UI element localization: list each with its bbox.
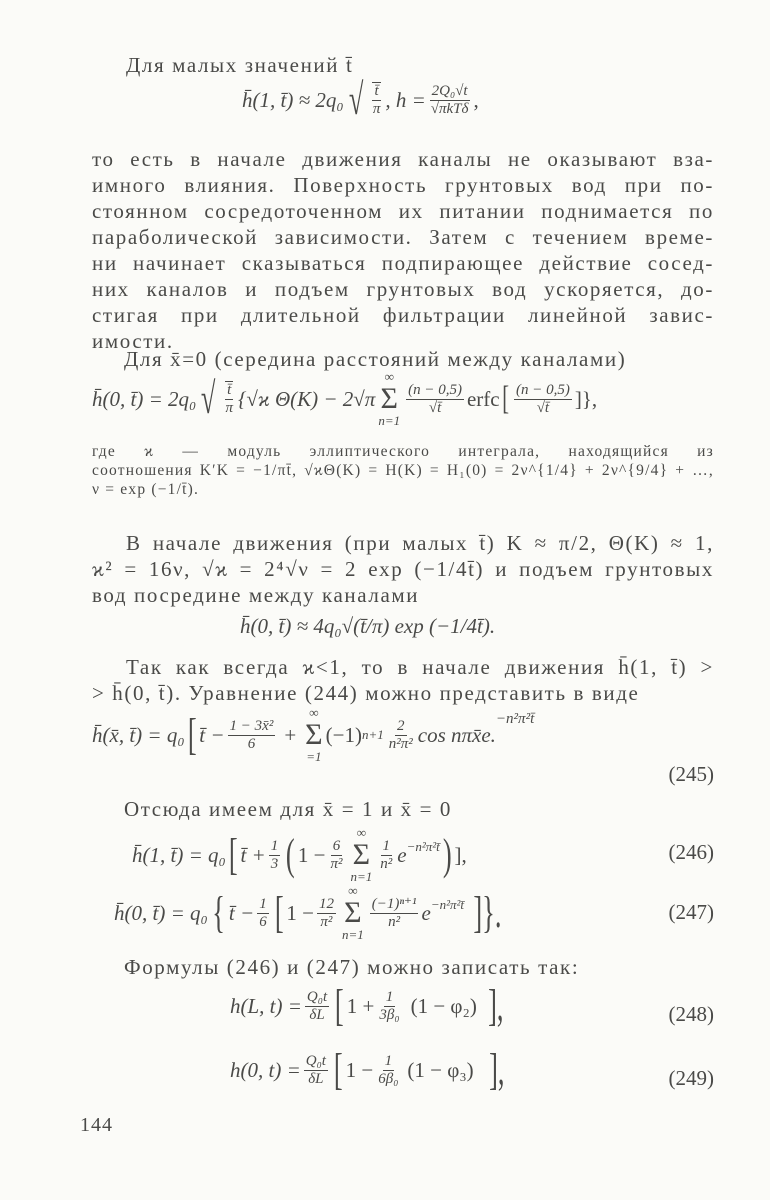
fraction	[387, 718, 415, 753]
sum-lower: n=1	[350, 869, 373, 884]
denominator: 6	[247, 735, 256, 752]
numerator: 1	[385, 988, 394, 1005]
text-line: ϰ² = 16ν, √ϰ = 2⁴√ν = 2 exp (−1/4t̄) и подъем грунтовых	[92, 557, 714, 581]
hence-intro: Отсюда имеем для x̄ = 1 и x̄ = 0	[124, 797, 453, 821]
bracket-open: [	[501, 380, 509, 417]
formula-248	[230, 981, 509, 1030]
bracket-open: [	[228, 830, 238, 879]
text-line: вод посредине между каналами	[92, 583, 420, 607]
fraction	[377, 989, 401, 1024]
numerator: 1	[259, 895, 267, 912]
term-t: t̄ +	[240, 842, 266, 867]
fraction	[328, 838, 344, 873]
h-label: , h =	[385, 87, 426, 112]
numerator: 1 − 3x̄²	[229, 717, 274, 734]
erfc-label: erfc	[466, 386, 500, 411]
formula-small-t	[242, 75, 479, 124]
denominator: √t̄	[428, 399, 442, 416]
numerator: 1	[384, 1052, 393, 1069]
denominator: 3β₀	[379, 1006, 400, 1023]
text-line: Так как всегда ϰ<1, то в начале движения h̄(1, t̄) >	[126, 655, 714, 679]
formula-lhs: h(L, t) =	[230, 993, 302, 1018]
numerator: Q₀t	[305, 1052, 326, 1069]
numerator: t̄	[227, 382, 232, 398]
fraction	[376, 1053, 400, 1088]
numerator: 2	[397, 717, 405, 734]
bracket-open: [	[335, 981, 344, 1030]
sigma-icon: Σ	[305, 718, 323, 751]
summation	[378, 370, 400, 428]
denominator: π	[225, 400, 233, 416]
sign-term: (−1)	[325, 722, 362, 747]
formula-249	[230, 1045, 509, 1094]
text-line: В начале движения (при малых t̄) K ≈ π/2, Θ(K) ≈ 1,	[126, 531, 714, 555]
denominator: δL	[309, 1006, 325, 1023]
note-elliptic	[92, 442, 714, 499]
plus-sign: +	[284, 722, 297, 747]
fraction	[223, 381, 235, 417]
numerator: (n − 0,5)	[515, 381, 570, 398]
denominator: 6β₀	[378, 1070, 399, 1087]
paren-open: (	[286, 830, 295, 879]
sigma-icon: Σ	[344, 896, 362, 929]
page-number: 144	[80, 1114, 113, 1136]
formula-lhs: h̄(1, t̄) = q₀	[132, 842, 226, 867]
denominator: √πkTδ	[430, 100, 469, 117]
cos-term: cos nπx̄e.	[417, 722, 496, 747]
equation-number-248: (248)	[668, 1002, 714, 1026]
sum-lower: =1	[306, 749, 322, 764]
text-line: имного влияния. Поверхность грунтовых вод при по-	[92, 173, 714, 197]
paragraph-2	[92, 530, 714, 608]
fraction	[317, 896, 336, 931]
formula-midpoint-approx: h̄(0, t̄) ≈ 4q₀√(t̄/π) exp (−1/4t̄).	[240, 614, 496, 638]
fraction	[269, 838, 281, 873]
text-line: стоянном сосредоточенном их питании поднимается по	[92, 199, 714, 223]
term-t: t̄ −	[228, 900, 255, 925]
formula-247	[114, 884, 511, 942]
numerator: 1	[382, 837, 391, 854]
formula-tail: ]},	[574, 386, 598, 411]
equation-number-245: (245)	[668, 762, 714, 786]
formula-tail: ,	[473, 87, 479, 112]
fraction	[305, 989, 329, 1024]
bracket-close: ]}.	[473, 888, 502, 937]
numerator: 12	[318, 895, 334, 912]
formula-lhs: h̄(x̄, t̄) = q₀	[92, 722, 185, 747]
text-line: параболической зависимости. Затем с течением време-	[92, 225, 714, 249]
paren-term: (1 − φ₂)	[410, 993, 477, 1018]
numerator: 6	[332, 837, 341, 854]
sum-upper: ∞	[309, 705, 319, 720]
equation-number-246: (246)	[668, 840, 714, 864]
formula-lhs: h(0, t) =	[230, 1057, 301, 1082]
intro-small-values: Для малых значений t̄	[126, 53, 354, 77]
fraction	[228, 718, 276, 753]
summation	[342, 884, 364, 942]
sqrt-sign: √	[348, 75, 363, 124]
text-line: соотношения K′K = −1/πt̄, √ϰΘ(K) = H(K) = H₁(0) = 2ν^{1/4} + 2ν^{9/4} + …,	[92, 462, 714, 479]
denominator: π	[372, 101, 381, 117]
denominator: √t̄	[536, 399, 550, 416]
bracket-close: ],	[488, 1045, 505, 1094]
term-one: 1 −	[286, 900, 314, 925]
sqrt-sign: √	[201, 374, 216, 423]
rewrite-intro: Формулы (246) и (247) можно записать так:	[124, 955, 580, 979]
summation	[305, 706, 322, 764]
formula-tail: ],	[454, 842, 467, 867]
fraction	[406, 382, 464, 417]
formula-lhs: h̄(1, t̄) ≈ 2q₀	[242, 87, 344, 112]
sum-lower: n=1	[378, 413, 401, 428]
fraction	[304, 1053, 328, 1088]
fraction	[370, 896, 419, 931]
paragraph-3	[92, 654, 714, 706]
bracket-open: [	[187, 710, 197, 759]
numerator: t̄	[374, 83, 379, 99]
text-line: где ϰ — модуль эллиптического интеграла, находящийся из	[92, 443, 714, 460]
numerator: 2Q₀√t	[431, 82, 468, 99]
summation	[350, 826, 372, 884]
paragraph-1	[92, 146, 714, 354]
denominator: n²	[388, 913, 401, 930]
sum-upper: ∞	[356, 825, 367, 840]
bracket-open: [	[333, 1045, 343, 1094]
sigma-icon: Σ	[380, 382, 398, 415]
brace-open: {	[212, 888, 225, 937]
numerator: (n − 0,5)	[408, 381, 462, 398]
text-line: ни начинает сказываться подпирающее действие сосед-	[92, 251, 714, 275]
text-line: то есть в начале движения каналы не оказывают вза-	[92, 147, 714, 171]
denominator: n²	[380, 855, 393, 872]
term-t: t̄ −	[199, 722, 225, 747]
denominator: 6	[259, 913, 267, 930]
text-line: стигая при длительной фильтрации линейной завис-	[92, 303, 714, 327]
exp-term: −n²π²t̄	[406, 839, 440, 854]
text-line: них каналов и подъем грунтовых вод ускоряется, до-	[92, 277, 714, 301]
exp-term: −n²π²t̄	[430, 897, 465, 912]
denominator: π²	[330, 855, 343, 872]
equation-number-249: (249)	[668, 1066, 714, 1090]
fraction	[378, 838, 394, 873]
sum-upper: ∞	[384, 369, 394, 384]
text-line: имости.	[92, 329, 174, 353]
denominator: δL	[308, 1070, 324, 1087]
fraction	[514, 382, 572, 417]
sum-upper: ∞	[348, 883, 358, 898]
denominator: 3	[270, 855, 279, 872]
equation-number-247: (247)	[668, 900, 714, 924]
term-1: {√ϰ Θ(K) − 2√π	[237, 386, 376, 411]
exp-base: e	[421, 900, 431, 925]
paren-term: (1 − φ₃)	[407, 1057, 474, 1082]
text-line: ν = exp (−1/t̄).	[92, 481, 200, 498]
fraction	[429, 83, 471, 118]
denominator: π²	[320, 913, 333, 930]
term-one: 1 +	[346, 993, 375, 1018]
paren-close: )	[442, 830, 452, 879]
term-one: 1 −	[345, 1057, 374, 1082]
exp-base: e	[397, 842, 407, 867]
term-one: 1 −	[297, 842, 326, 867]
numerator: (−1)ⁿ⁺¹	[371, 895, 417, 912]
sign-exponent: n+1	[361, 727, 384, 742]
formula-midpoint	[92, 370, 597, 428]
fraction	[257, 896, 269, 931]
formula-246	[132, 826, 467, 884]
sigma-icon: Σ	[352, 838, 371, 871]
formula-245	[92, 706, 534, 764]
formula-lhs: h̄(0, t̄) = q₀	[114, 900, 208, 925]
fraction	[371, 82, 383, 118]
numerator: Q₀t	[306, 988, 328, 1005]
exp-term: −n²π²t̄	[495, 710, 535, 727]
bracket-close: ],	[487, 981, 504, 1030]
bracket-open: [	[274, 888, 284, 937]
sum-lower: n=1	[341, 927, 364, 942]
formula-lhs: h̄(0, t̄) = 2q₀	[92, 386, 197, 411]
text-line: > h̄(0, t̄). Уравнение (244) можно представить в виде	[92, 681, 640, 705]
denominator: n²π²	[388, 735, 413, 752]
midpoint-intro: Для x̄=0 (середина расстояний между каналами)	[124, 347, 627, 371]
numerator: 1	[270, 837, 279, 854]
